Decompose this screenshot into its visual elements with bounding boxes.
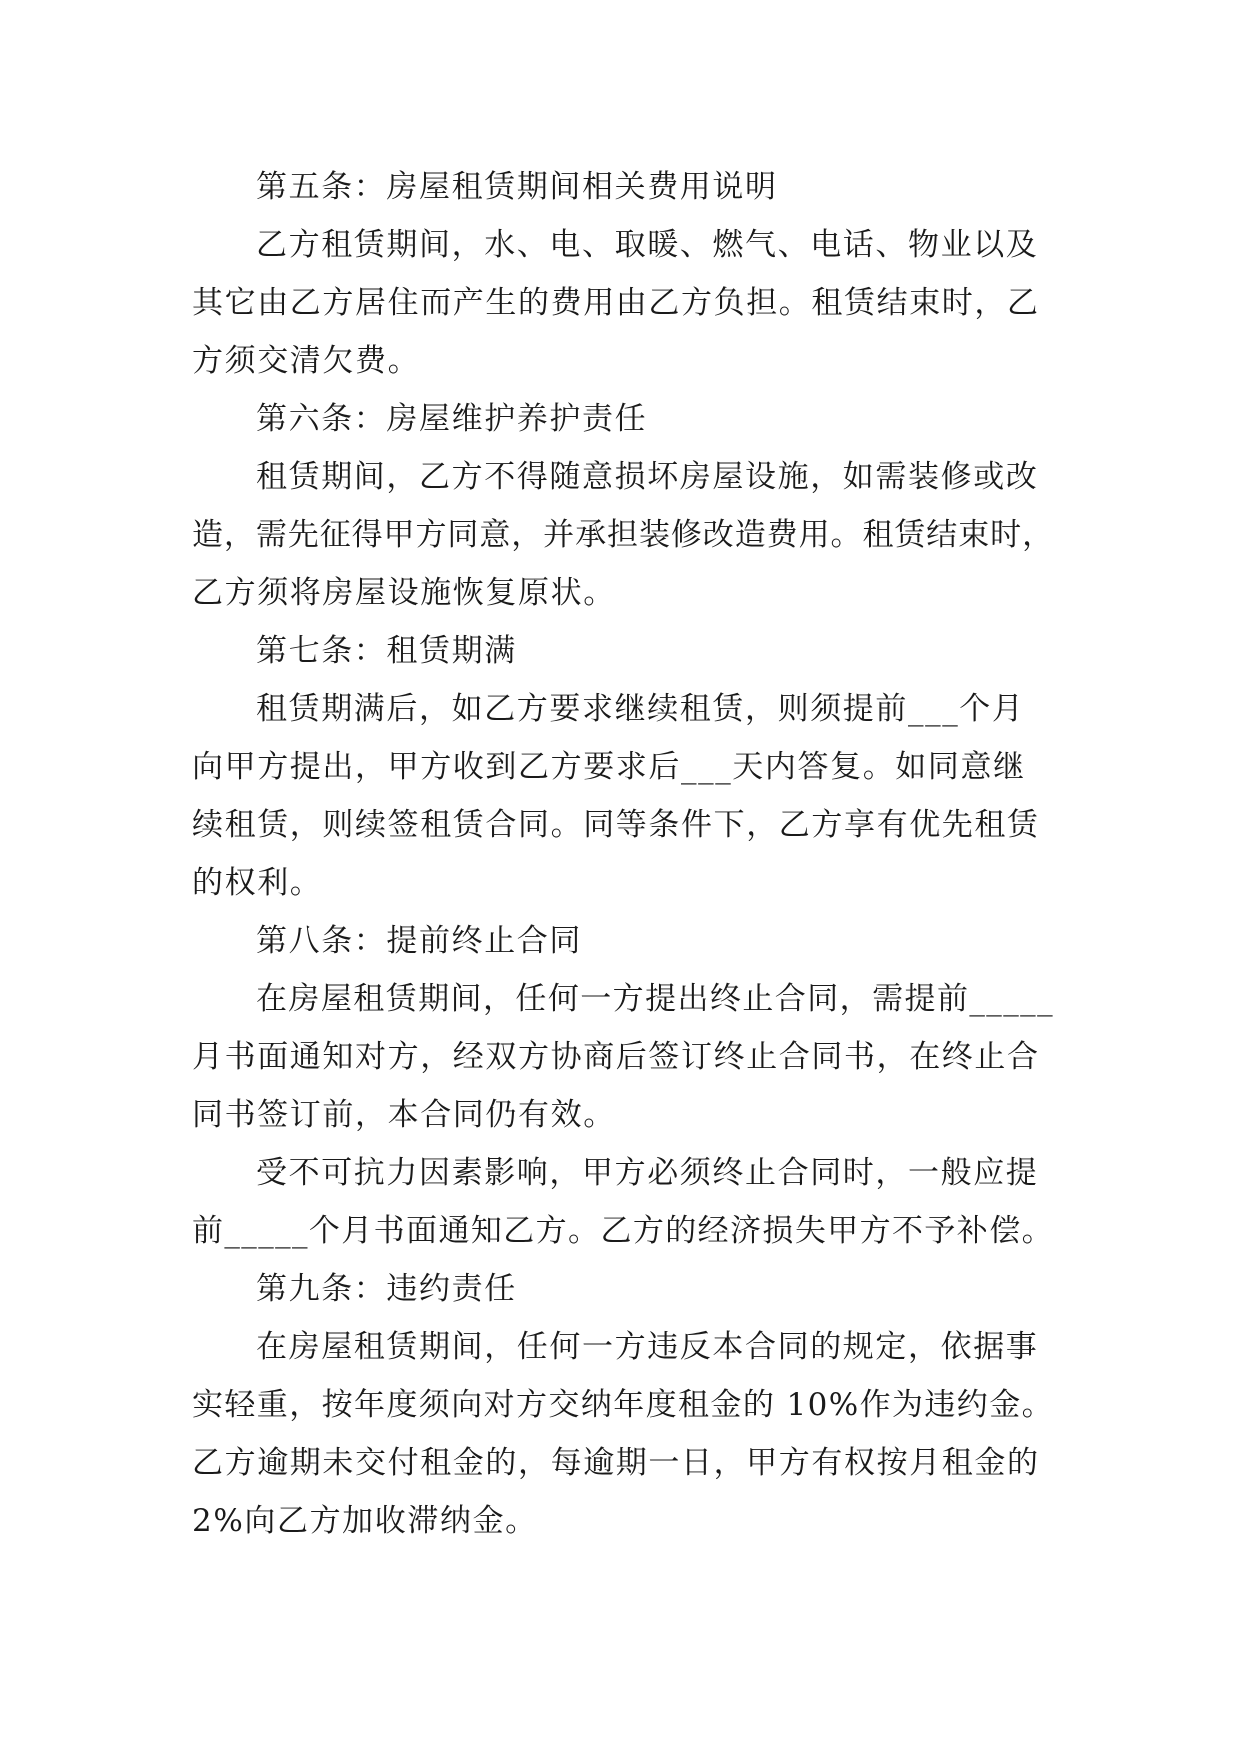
article-heading: 第六条：房屋维护养护责任 — [256, 401, 648, 437]
article-heading: 第五条：房屋租赁期间相关费用说明 — [256, 169, 778, 205]
paragraph-line: 2%向乙方加收滞纳金。 — [192, 1503, 538, 1539]
paragraph-line: 续租赁，则续签租赁合同。同等条件下，乙方享有优先租赁 — [192, 807, 1040, 843]
article-heading: 第八条：提前终止合同 — [256, 923, 582, 959]
paragraph-line: 向甲方提出，甲方收到乙方要求后___天内答复。如同意继 — [192, 749, 1026, 785]
paragraph-line: 的权利。 — [192, 865, 323, 901]
paragraph-line: 乙方逾期未交付租金的，每逾期一日，甲方有权按月租金的 — [192, 1445, 1040, 1481]
paragraph-line: 在房屋租赁期间，任何一方提出终止合同，需提前_____ — [256, 981, 1054, 1017]
document-body — [192, 158, 1054, 1550]
paragraph-line: 租赁期满后，如乙方要求继续租赁，则须提前___个月 — [256, 691, 1025, 727]
paragraph-line: 其它由乙方居住而产生的费用由乙方负担。租赁结束时，乙 — [192, 285, 1040, 321]
paragraph-line: 同书签订前，本合同仍有效。 — [192, 1097, 616, 1133]
paragraph-line: 受不可抗力因素影响，甲方必须终止合同时，一般应提 — [256, 1155, 1039, 1191]
paragraph-line: 实轻重，按年度须向对方交纳年度租金的 10%作为违约金。 — [192, 1387, 1054, 1423]
paragraph-line: 乙方须将房屋设施恢复原状。 — [192, 575, 616, 611]
paragraph-line: 前_____个月书面通知乙方。乙方的经济损失甲方不予补偿。 — [192, 1213, 1054, 1249]
article-heading: 第九条：违约责任 — [256, 1271, 517, 1307]
paragraph-line: 月书面通知对方，经双方协商后签订终止合同书，在终止合 — [192, 1039, 1040, 1075]
paragraph-line: 租赁期间，乙方不得随意损坏房屋设施，如需装修或改 — [256, 459, 1039, 495]
paragraph-line: 乙方租赁期间，水、电、取暖、燃气、电话、物业以及 — [256, 227, 1039, 263]
paragraph-line: 在房屋租赁期间，任何一方违反本合同的规定，依据事 — [256, 1329, 1039, 1365]
article-heading: 第七条：租赁期满 — [256, 633, 517, 669]
paragraph-line: 方须交清欠费。 — [192, 343, 421, 379]
paragraph-line: 造，需先征得甲方同意，并承担装修改造费用。租赁结束时， — [192, 517, 1054, 553]
